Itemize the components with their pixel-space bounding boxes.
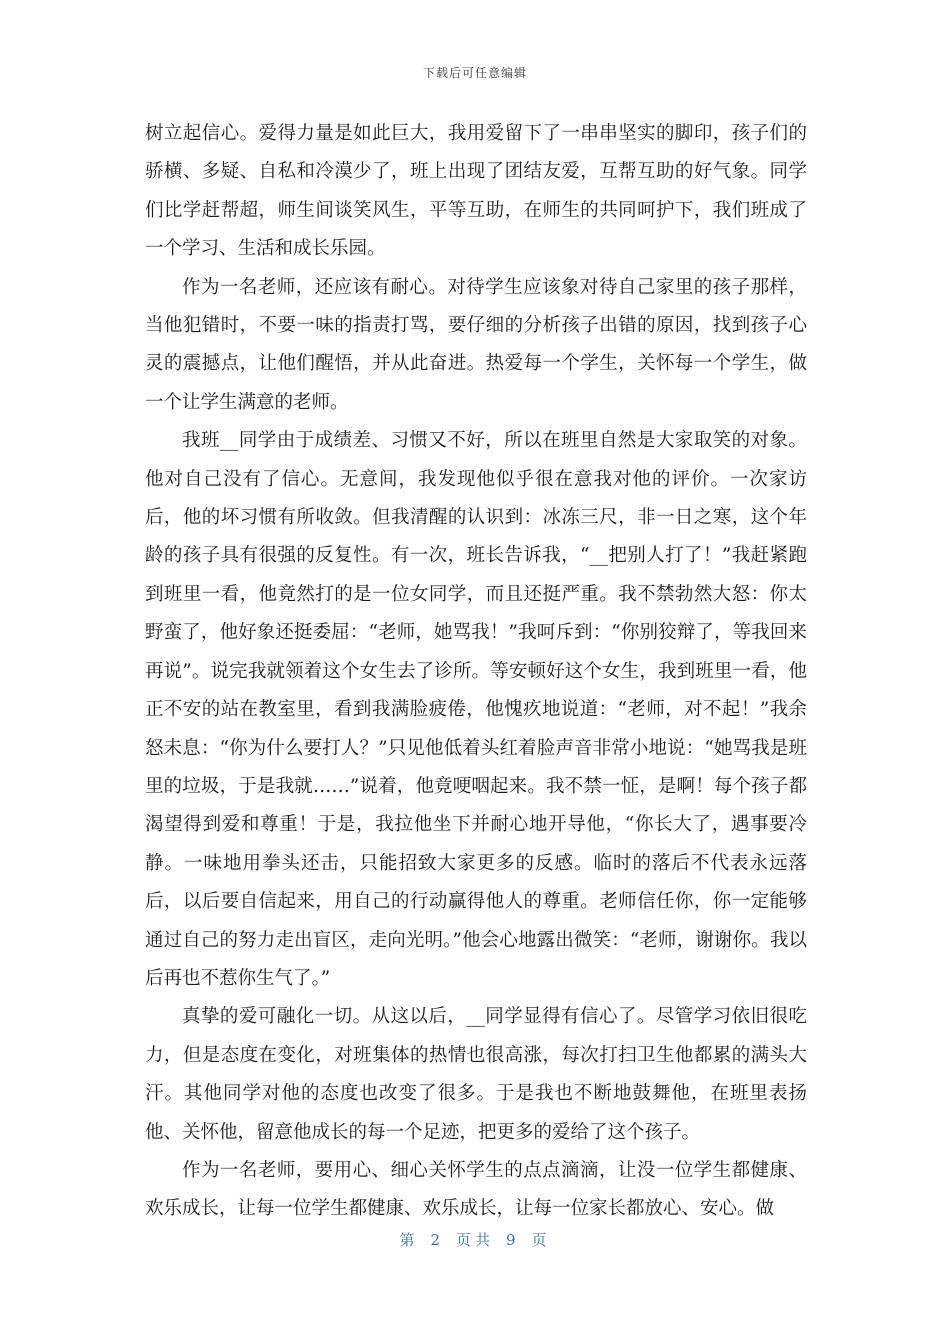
page-suffix: 页 — [531, 1231, 551, 1249]
paragraph: 作为一名老师，还应该有耐心。对待学生应该象对待自己家里的孩子那样，当他犯错时，不要一味的指责打骂，要仔细的分析孩子出错的原因，找到孩子心灵的震撼点，让他们醒悟，并从此奋进。热爱每一个学生，关怀每一个学生，做一个让学生满意的老师。 — [145, 276, 807, 413]
page-prefix: 第 — [399, 1231, 419, 1249]
paragraph: 作为一名老师，要用心、细心关怀学生的点点滴滴，让没一位学生都健康、欢乐成长，让每一位学生都健康、欢乐成长，让每一位家长都放心、安心。做 — [145, 1159, 807, 1220]
paragraph: 我班__同学由于成绩差、习惯又不好，所以在班里自然是大家取笑的对象。他对自己没有了信心。无意间，我发现他似乎很在意我对他的评价。一次家访后，他的坏习惯有所收敛。但我清醒的认识到：冰冻三尺，非一日之寒，这个年龄的孩子具有很强的反复性。有一次，班长告诉我，“__把别人打了！”我赶紧跑到班里一看，他竟然打的是一位女同学，而且还挺严重。我不禁勃然大怒：你太野蛮了，他好象还挺委屈：“老师，她骂我！”我呵斥到：“你别狡辩了，等我回来再说”。说完我就领着这个女生去了诊所。等安顿好这个女生，我到班里一看，他正不安的站在教室里，看到我满脸疲倦，他愧疚地说道：“老师，对不起！”我余怒未息：“你为什么要打人？”只见他低着头红着脸声音非常小地说：“她骂我是班里的垃圾，于是我就……”说着，他竟哽咽起来。我不禁一怔，是啊！每个孩子都渴望得到爱和尊重！于是，我拉他坐下并耐心地开导他，“你长大了，遇事要冷静。一味地用拳头还击，只能招致大家更多的反感。临时的落后不代表永远落后，以后要自信起来，用自己的行动赢得他人的尊重。老师信任你，你一定能够通过自己的努力走出盲区，走向光明。”他会心地露出微笑：“老师，谢谢你。我以后再也不惹你生气了。” — [145, 430, 807, 989]
current-page-number: 2 — [430, 1231, 444, 1249]
document-body — [145, 115, 807, 1229]
page-footer — [0, 1229, 950, 1250]
total-pages-number: 9 — [506, 1231, 520, 1249]
paragraph: 真挚的爱可融化一切。从这以后，__同学显得有信心了。尽管学习依旧很吃力，但是态度在变化，对班集体的热情也很高涨，每次打扫卫生他都累的满头大汗。其他同学对他的态度也改变了很多。于是我也不断地鼓舞他，在班里表扬他、关怀他，留意他成长的每一个足迹，把更多的爱给了这个孩子。 — [145, 1006, 807, 1143]
paragraph: 树立起信心。爱得力量是如此巨大，我用爱留下了一串串坚实的脚印，孩子们的骄横、多疑、自私和冷漠少了，班上出现了团结友爱，互帮互助的好气象。同学们比学赶帮超，师生间谈笑风生，平等互助，在师生的共同呵护下，我们班成了一个学习、生活和成长乐园。 — [145, 123, 807, 260]
page-middle: 页共 — [455, 1231, 494, 1249]
page-header: 下载后可任意编辑 — [422, 66, 527, 80]
